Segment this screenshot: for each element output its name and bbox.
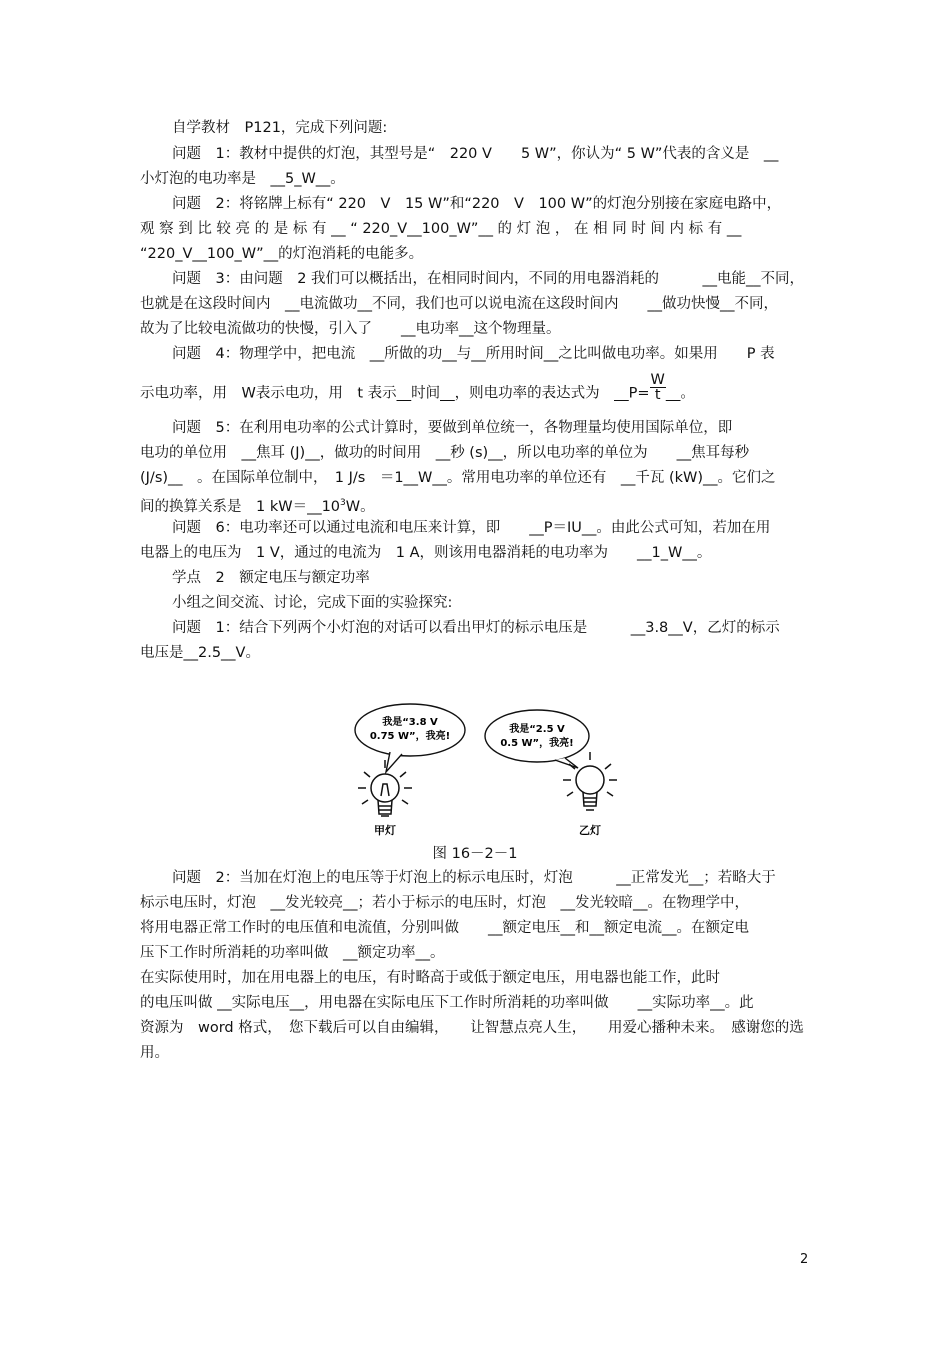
bubble-jia xyxy=(355,704,465,772)
line-11-text: 示电功率，用 W表示电功，用 t 表示__时间__，则电功率的表达式为 __P= xyxy=(140,385,650,402)
bulb-yi-icon xyxy=(563,752,617,810)
figure-caption: 图 16－2－1 xyxy=(432,846,518,862)
line-10: 问题 4：物理学中，把电流 __所做的功__与__所用时间__之比叫做电功率。如果用 P 表 xyxy=(172,346,775,362)
bubble-yi-line2: 0.5 W”，我亮! xyxy=(500,738,574,749)
line-1: 自学教材 P121，完成下列问题: xyxy=(172,120,388,136)
exponent-tail: W。 xyxy=(345,498,375,515)
bubble-jia-line1: 我是“3.8 V xyxy=(382,717,438,728)
bubble-yi xyxy=(485,710,589,768)
formula-denominator: t xyxy=(654,387,661,403)
exponent: 3 xyxy=(340,498,346,508)
label-jia: 甲灯 xyxy=(374,824,396,837)
line-15-text: 间的换算关系是 1 kW＝__10 xyxy=(140,498,341,515)
line-13: 电功的单位用 __焦耳 (J)__，做功的时间用 __秒 (s)__，所以电功率的单位为 __焦耳每秒 xyxy=(140,445,750,461)
bulb-figure xyxy=(350,700,620,840)
line-27: 的电压叫做 __实际电压__，用电器在实际电压下工作时所消耗的功率叫做 __实际功率__。此 xyxy=(140,995,754,1011)
page-number: 2 xyxy=(800,1252,809,1267)
line-25: 压下工作时所消耗的功率叫做 __额定功率__。 xyxy=(140,945,445,961)
line-11 xyxy=(140,372,812,408)
line-23: 标示电压时，灯泡 __发光较亮__；若小于标示的电压时，灯泡 __发光较暗__。在物理学中， xyxy=(140,895,749,911)
line-8: 也就是在这段时间内 __电流做功__不同，我们也可以说电流在这段时间内 __做功快慢__不同， xyxy=(140,296,778,312)
formula-tail: __。 xyxy=(665,385,695,402)
bulb-jia-icon xyxy=(358,760,412,816)
line-6: “220_V__100_W”__的灯泡消耗的电能多。 xyxy=(140,246,424,262)
line-29: 用。 xyxy=(140,1045,169,1061)
line-2: 问题 1：教材中提供的灯泡，其型号是“ 220 V 5 W”，你认为“ 5 W”代表的含义是 __ xyxy=(172,146,779,162)
line-9: 故为了比较电流做功的快慢，引入了 __电功率__这个物理量。 xyxy=(140,321,561,337)
line-7: 问题 3：由问题 2 我们可以概括出，在相同时间内，不同的用电器消耗的 __电能__不同， xyxy=(172,271,805,287)
line-15 xyxy=(140,493,812,517)
line-19: 小组之间交流、讨论，完成下面的实验探究: xyxy=(172,595,453,611)
line-12: 问题 5：在利用电功率的公式计算时，要做到单位统一，各物理量均使用国际单位，即 xyxy=(172,420,733,436)
line-18: 学点 2 额定电压与额定功率 xyxy=(172,570,370,586)
power-formula-fraction xyxy=(650,373,666,402)
line-16: 问题 6：电功率还可以通过电流和电压来计算，即 __P＝IU__。由此公式可知，若加在用 xyxy=(172,520,771,536)
line-4: 问题 2：将铭牌上标有“ 220 V 15 W”和“220 V 100 W”的灯泡分别接在家庭电路中， xyxy=(172,196,782,212)
line-26: 在实际使用时，加在用电器上的电压，有时略高于或低于额定电压，用电器也能工作，此时 xyxy=(140,970,720,986)
line-22: 问题 2：当加在灯泡上的电压等于灯泡上的标示电压时，灯泡 __正常发光__；若略大于 xyxy=(172,870,776,886)
line-21: 电压是__2.5__V。 xyxy=(140,645,260,661)
line-17: 电器上的电压为 1 V，通过的电流为 1 A，则该用电器消耗的电功率为 __1_W__。 xyxy=(140,545,712,561)
line-14: (J/s)__ 。在国际单位制中， 1 J/s ＝1__W__。常用电功率的单位还有 __千瓦 (kW)__。它们之 xyxy=(140,470,776,486)
line-24: 将用电器正常工作时的电压值和电流值，分别叫做 __额定电压__和__额定电流__。在额定电 xyxy=(140,920,749,936)
formula-numerator: W xyxy=(650,372,665,388)
line-20: 问题 1：结合下列两个小灯泡的对话可以看出甲灯的标示电压是 __3.8__V，乙灯的标示 xyxy=(172,620,780,636)
line-5: 观 察 到 比 较 亮 的 是 标 有 __ “ 220_V__100_W”__ 的 灯 泡 ， 在 相 同 时 间 内 标 有 __ xyxy=(140,221,742,237)
label-yi: 乙灯 xyxy=(579,824,601,837)
bubble-yi-line1: 我是“2.5 V xyxy=(509,724,565,735)
bubble-jia-line2: 0.75 W”，我亮! xyxy=(369,731,451,742)
line-3: 小灯泡的电功率是 __5_W__。 xyxy=(140,171,345,187)
line-28: 资源为 word 格式， 您下载后可以自由编辑， 让智慧点亮人生， 用爱心播种未来。 感谢您的选 xyxy=(140,1020,804,1036)
